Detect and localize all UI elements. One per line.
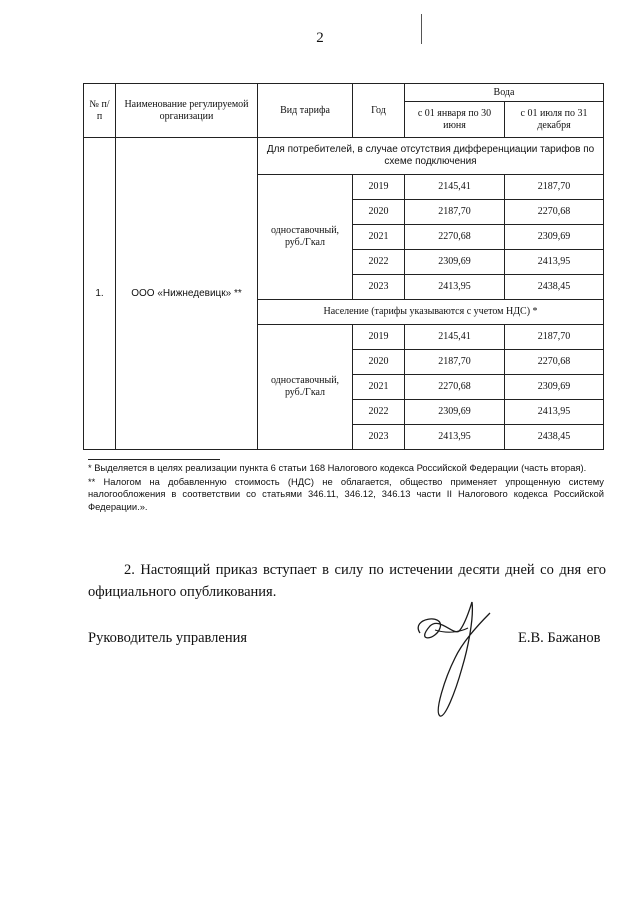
value-cell: 2413,95 [505, 250, 604, 275]
value-cell: 2187,70 [505, 325, 604, 350]
tariff-type: одноставочный, руб./Гкал [258, 175, 353, 300]
year-cell: 2020 [353, 350, 405, 375]
value-cell: 2309,69 [505, 375, 604, 400]
value-cell: 2438,45 [505, 275, 604, 300]
value-cell: 2309,69 [405, 400, 505, 425]
footnote-1: * Выделяется в целях реализации пункта 6 статьи 168 Налогового кодекса Российской Федерации (часть вторая). [88, 462, 587, 473]
value-cell: 2270,68 [405, 225, 505, 250]
header-period-2: с 01 июля по 31 декабря [505, 102, 604, 138]
value-cell: 2187,70 [505, 175, 604, 200]
footnotes [88, 462, 604, 515]
header-tariff-type: Вид тарифа [258, 84, 353, 138]
header-year: Год [353, 84, 405, 138]
scan-mark [421, 14, 422, 44]
row-number: 1. [84, 138, 116, 450]
footnote-2: ** Налогом на добавленную стоимость (НДС) не облагается, общество применяет упрощенную систему налогообложения в соответствии со статьями 346.11, 346.12, 346.13 части II Налогового кодекса Российской Федерации.». [88, 475, 604, 513]
year-cell: 2021 [353, 225, 405, 250]
year-cell: 2022 [353, 400, 405, 425]
page-number: 2 [316, 30, 324, 46]
segment-title: Население (тарифы указываются с учетом НДС) * [258, 300, 604, 325]
handwritten-signature [400, 588, 500, 743]
value-cell: 2270,68 [405, 375, 505, 400]
year-cell: 2019 [353, 325, 405, 350]
organization-name: ООО «Нижнедевицк» ** [116, 138, 258, 450]
year-cell: 2020 [353, 200, 405, 225]
value-cell: 2413,95 [405, 275, 505, 300]
year-cell: 2023 [353, 425, 405, 450]
tariff-table [83, 83, 604, 450]
header-period-1: с 01 января по 30 июня [405, 102, 505, 138]
value-cell: 2145,41 [405, 175, 505, 200]
year-cell: 2023 [353, 275, 405, 300]
header-num: № п/п [84, 84, 116, 138]
year-cell: 2019 [353, 175, 405, 200]
segment-title: Для потребителей, в случае отсутствия дифференциации тарифов по схеме подключения [258, 138, 604, 175]
value-cell: 2187,70 [405, 350, 505, 375]
value-cell: 2145,41 [405, 325, 505, 350]
year-cell: 2022 [353, 250, 405, 275]
paragraph-effective-date: 2. Настоящий приказ вступает в силу по истечении десяти дней со дня его официального опубликования. [88, 562, 606, 600]
footnote-divider [88, 459, 220, 460]
value-cell: 2270,68 [505, 350, 604, 375]
value-cell: 2187,70 [405, 200, 505, 225]
signature-role: Руководитель управления [88, 630, 248, 646]
value-cell: 2309,69 [405, 250, 505, 275]
value-cell: 2413,95 [405, 425, 505, 450]
header-water: Вода [405, 84, 604, 102]
year-cell: 2021 [353, 375, 405, 400]
value-cell: 2270,68 [505, 200, 604, 225]
signature-name: Е.В. Бажанов [518, 630, 601, 646]
value-cell: 2438,45 [505, 425, 604, 450]
tariff-type: одноставочный, руб./Гкал [258, 325, 353, 450]
header-org: Наименование регулируемой организации [116, 84, 258, 138]
value-cell: 2413,95 [505, 400, 604, 425]
value-cell: 2309,69 [505, 225, 604, 250]
